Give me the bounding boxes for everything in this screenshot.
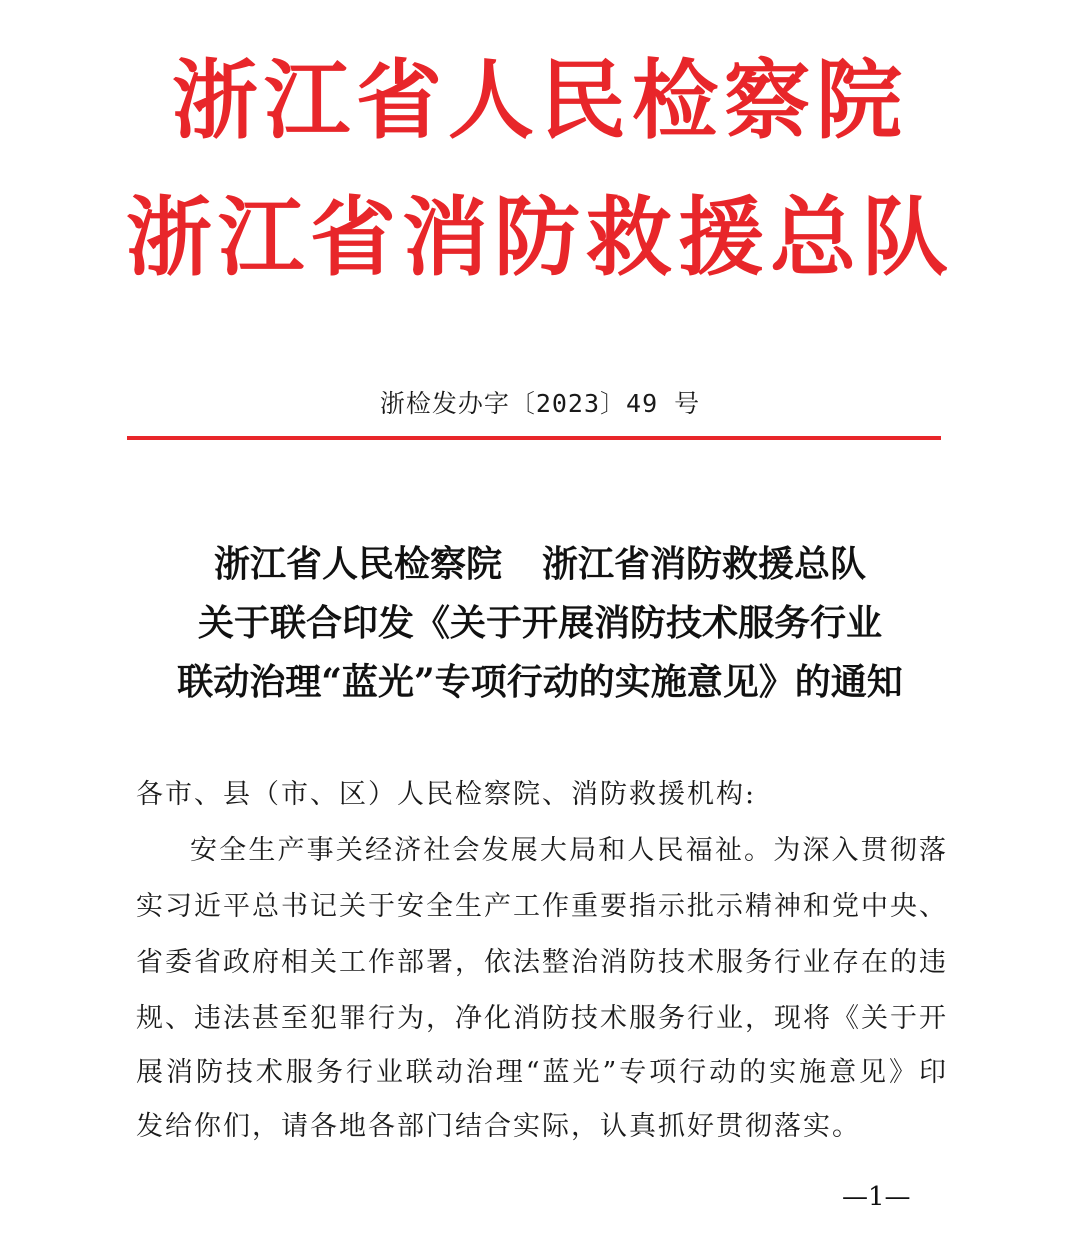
letterhead-line-1: 浙江省人民检察院	[172, 51, 908, 151]
red-divider	[127, 436, 941, 440]
page-number: —1—	[842, 1182, 911, 1212]
body-line-6: 发给你们，请各地各部门结合实际，认真抓好贯彻落实。	[136, 1111, 861, 1142]
title-issuer-2: 浙江省消防救援总队	[542, 543, 867, 585]
body-line-3: 省委省政府相关工作部署，依法整治消防技术服务行业存在的违	[136, 947, 948, 978]
salutation: 各市、县（市、区）人民检察院、消防救援机构:	[136, 779, 757, 810]
letterhead-line-2: 浙江省消防救援总队	[126, 188, 954, 288]
body-line-1: 安全生产事关经济社会发展大局和人民福祉。为深入贯彻落	[190, 835, 948, 866]
body-line-4: 规、违法甚至犯罪行为，净化消防技术服务行业，现将《关于开	[136, 1003, 948, 1034]
title-issuer-1: 浙江省人民检察院	[213, 543, 502, 585]
document-title-line-2: 关于联合印发《关于开展消防技术服务行业	[197, 602, 882, 644]
document-title-line-3: 联动治理“蓝光”专项行动的实施意见》的通知	[177, 661, 903, 703]
document-number: 浙检发办字〔2023〕49 号	[379, 389, 701, 418]
body-line-2: 实习近平总书记关于安全生产工作重要指示批示精神和党中央、	[136, 891, 948, 922]
body-line-5: 展消防技术服务行业联动治理“蓝光”专项行动的实施意见》印	[136, 1057, 948, 1088]
document-title-line-1	[0, 543, 1080, 585]
